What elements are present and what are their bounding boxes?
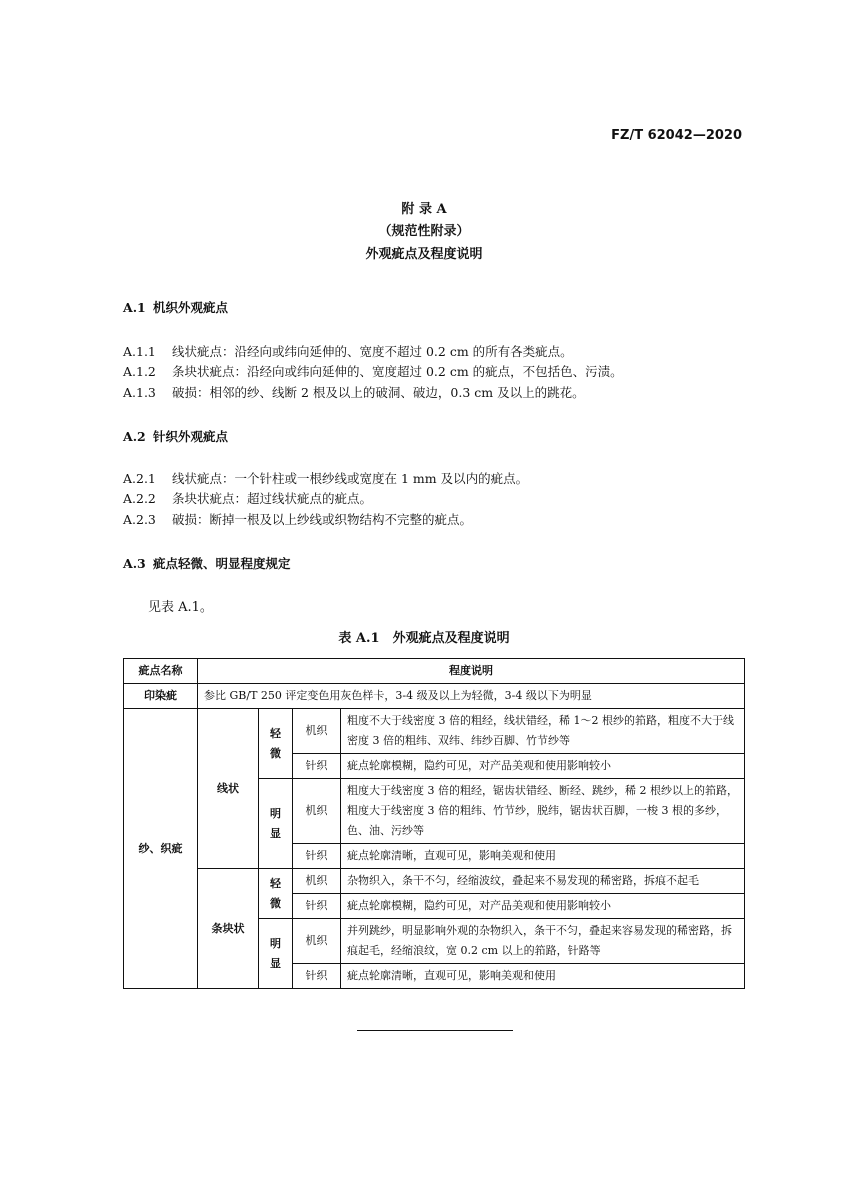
degree-obvious-cell <box>259 779 293 869</box>
dye-defect-label: 印染疵 <box>124 684 198 709</box>
clause-number: A.2.2 <box>123 491 156 506</box>
yarn-defect-label: 纱、织疵 <box>124 709 198 989</box>
clause-text: 条块状疵点：沿经向或纬向延伸的、宽度超过 0.2 cm 的疵点，不包括色、污渍。 <box>172 364 623 379</box>
appendix-title: 附 录 A <box>401 202 447 217</box>
degree-obvious-label: 明显 <box>270 806 281 840</box>
fabric-knit-label: 针织 <box>293 754 341 779</box>
dye-defect-desc: 参比 GB/T 250 评定变色用灰色样卡，3-4 级及以上为轻微，3-4 级以下为明显 <box>198 684 745 709</box>
clause-number: A.1.2 <box>123 364 156 379</box>
line-defect-label: 线状 <box>198 709 259 869</box>
section-title: 针织外观疵点 <box>153 429 229 444</box>
section-a3-heading <box>123 554 291 572</box>
fabric-woven-label: 机织 <box>293 709 341 754</box>
clause-number: A.2.3 <box>123 512 156 527</box>
clause-a1-2 <box>123 362 623 380</box>
clause-a2-1 <box>123 469 528 487</box>
degree-slight-label: 轻微 <box>270 726 281 760</box>
block-defect-label: 条块状 <box>198 869 259 989</box>
degree-slight-cell <box>259 869 293 919</box>
table-reference-text: 见表 A.1。 <box>148 600 213 615</box>
degree-obvious-cell <box>259 919 293 989</box>
document-code: FZ/T 62042—2020 <box>611 128 742 143</box>
clause-a1-1 <box>123 342 573 360</box>
table-row <box>124 869 745 894</box>
table-caption: 表 A.1 外观疵点及程度说明 <box>338 631 510 646</box>
degree-slight-label: 轻微 <box>270 876 281 910</box>
fabric-woven-label: 机织 <box>293 919 341 964</box>
section-title: 疵点轻微、明显程度规定 <box>153 556 291 571</box>
section-number: A.1 <box>123 300 146 315</box>
clause-a2-2 <box>123 489 372 507</box>
table-row-dye <box>124 684 745 709</box>
section-a2-heading <box>123 427 228 445</box>
clause-text: 线状疵点：一个针柱或一根纱线或宽度在 1 mm 及以内的疵点。 <box>172 471 529 486</box>
header-defect-name: 疵点名称 <box>124 659 198 684</box>
block-slight-knit-desc: 疵点轮廓模糊，隐约可见，对产品美观和使用影响较小 <box>341 894 745 919</box>
line-slight-woven-desc: 粗度不大于线密度 3 倍的粗经，线状错经，稀 1～2 根纱的筘路，粗度不大于线密度 3 倍的粗纬、双纬、纬纱百脚、竹节纱等 <box>341 709 745 754</box>
fabric-knit-label: 针织 <box>293 844 341 869</box>
clause-number: A.1.1 <box>123 344 156 359</box>
clause-text: 破损：相邻的纱、线断 2 根及以上的破洞、破边，0.3 cm 及以上的跳花。 <box>172 385 585 400</box>
table-row <box>124 709 745 754</box>
block-obvious-knit-desc: 疵点轮廓清晰，直观可见，影响美观和使用 <box>341 964 745 989</box>
section-title: 机织外观疵点 <box>153 300 229 315</box>
line-slight-knit-desc: 疵点轮廓模糊，隐约可见，对产品美观和使用影响较小 <box>341 754 745 779</box>
line-obvious-knit-desc: 疵点轮廓清晰，直观可见，影响美观和使用 <box>341 844 745 869</box>
block-slight-woven-desc: 杂物织入，条干不匀，经缩波纹，叠起来不易发现的稀密路，拆痕不起毛 <box>341 869 745 894</box>
clause-number: A.1.3 <box>123 385 156 400</box>
fabric-knit-label: 针织 <box>293 894 341 919</box>
degree-obvious-label: 明显 <box>270 936 281 970</box>
clause-number: A.2.1 <box>123 471 156 486</box>
clause-a2-3 <box>123 510 472 528</box>
section-a1-heading <box>123 298 228 316</box>
header-degree-desc: 程度说明 <box>198 659 745 684</box>
line-obvious-woven-desc: 粗度大于线密度 3 倍的粗经，锯齿状错经、断经、跳纱，稀 2 根纱以上的筘路，粗度大于线密度 3 倍的粗纬、竹节纱，脱纬，锯齿状百脚，一梭 3 根的多纱，色、油、污纱等 <box>341 779 745 844</box>
clause-text: 条块状疵点：超过线状疵点的疵点。 <box>172 491 373 506</box>
section-number: A.3 <box>123 556 146 571</box>
clause-a1-3 <box>123 383 585 401</box>
table-header-row <box>124 659 745 684</box>
fabric-knit-label: 针织 <box>293 964 341 989</box>
fabric-woven-label: 机织 <box>293 779 341 844</box>
end-rule <box>357 1030 513 1031</box>
defect-table <box>123 658 745 989</box>
clause-text: 线状疵点：沿经向或纬向延伸的、宽度不超过 0.2 cm 的所有各类疵点。 <box>172 344 573 359</box>
clause-text: 破损：断掉一根及以上纱线或织物结构不完整的疵点。 <box>172 512 473 527</box>
appendix-heading: 外观疵点及程度说明 <box>365 247 483 262</box>
block-obvious-woven-desc: 并列跳纱，明显影响外观的杂物织入，条干不匀，叠起来容易发现的稀密路，拆痕起毛，经缩浪纹，宽 0.2 cm 以上的筘路，针路等 <box>341 919 745 964</box>
degree-slight-cell <box>259 709 293 779</box>
appendix-subtitle: （规范性附录） <box>378 224 470 239</box>
section-number: A.2 <box>123 429 146 444</box>
fabric-woven-label: 机织 <box>293 869 341 894</box>
